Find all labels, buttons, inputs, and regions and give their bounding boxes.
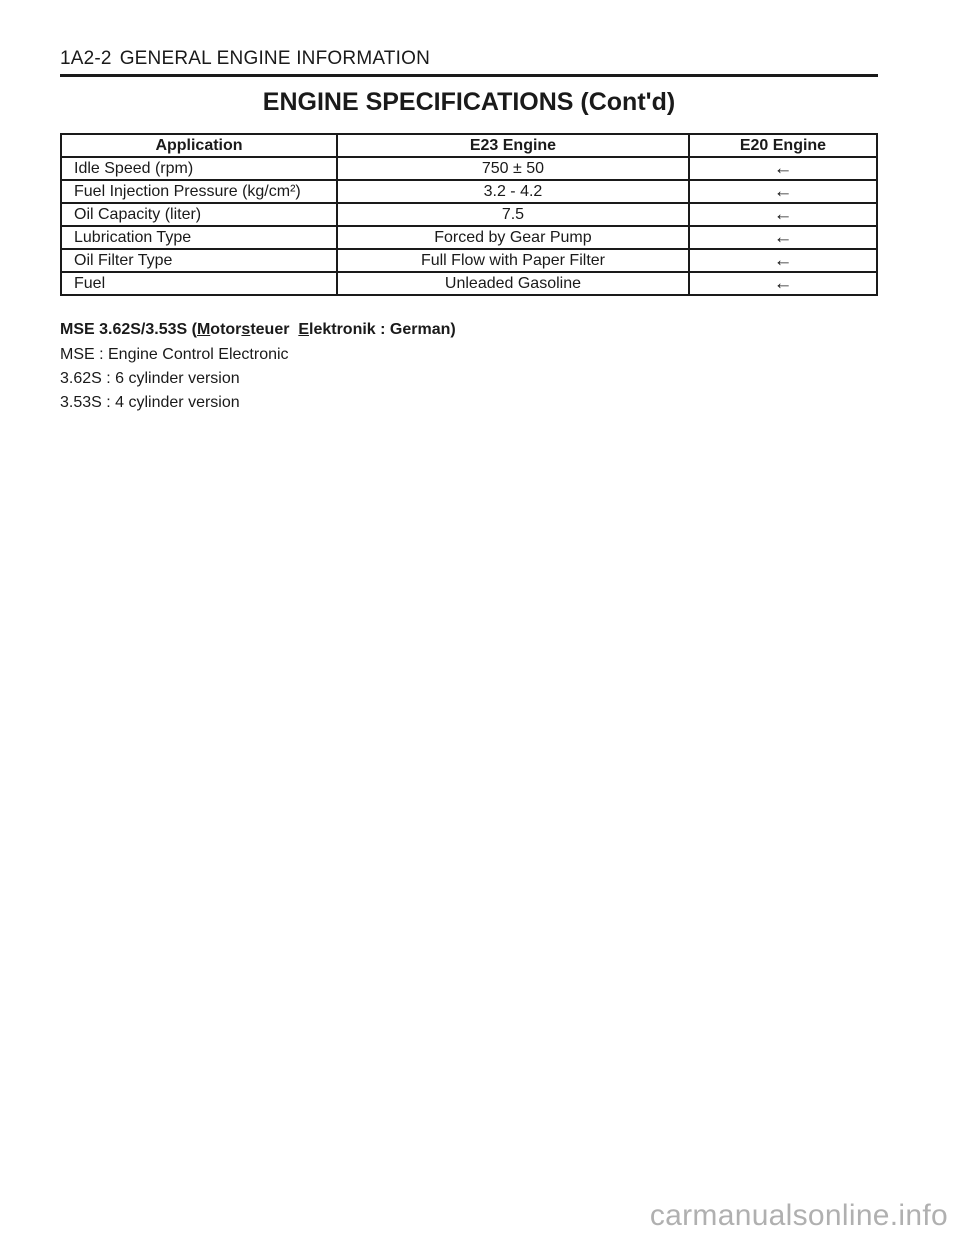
- table-header-row: [61, 134, 877, 157]
- mse-heading-underlined-s: s: [241, 321, 251, 338]
- mse-heading-part: teuer: [250, 321, 299, 338]
- cell-e20-same-arrow: ←: [689, 157, 877, 180]
- note-line: 3.62S : 6 cylinder version: [60, 370, 240, 387]
- table-row: [61, 203, 877, 226]
- mse-heading-part: lektronik : German): [309, 321, 456, 338]
- engine-spec-table: [60, 133, 878, 296]
- mse-heading-part: otor: [210, 321, 242, 338]
- table-row: [61, 249, 877, 272]
- mse-heading-underlined-m: M: [196, 321, 211, 338]
- note-line: 3.53S : 4 cylinder version: [60, 394, 240, 411]
- watermark: carmanualsonline.info: [649, 1199, 948, 1232]
- mse-heading: [60, 318, 878, 342]
- column-header-e20: E20 Engine: [689, 134, 877, 157]
- page-title: ENGINE SPECIFICATIONS (Cont'd): [262, 88, 676, 116]
- cell-application: Fuel: [61, 272, 337, 295]
- section-title: GENERAL ENGINE INFORMATION: [119, 48, 430, 69]
- mse-heading-underlined-e: E: [298, 321, 309, 338]
- cell-application: Fuel Injection Pressure (kg/cm²): [61, 180, 337, 203]
- section-code: 1A2-2: [60, 48, 112, 69]
- cell-e23: Unleaded Gasoline: [337, 272, 689, 295]
- note-line: MSE : Engine Control Electronic: [60, 346, 289, 363]
- column-header-e23: E23 Engine: [337, 134, 689, 157]
- cell-application: Oil Capacity (liter): [61, 203, 337, 226]
- table-row: [61, 157, 877, 180]
- cell-application: Oil Filter Type: [61, 249, 337, 272]
- cell-application: Lubrication Type: [61, 226, 337, 249]
- cell-e23: Forced by Gear Pump: [337, 226, 689, 249]
- cell-e20-same-arrow: ←: [689, 272, 877, 295]
- cell-e23: 7.5: [337, 203, 689, 226]
- table-row: [61, 226, 877, 249]
- page-header: [60, 46, 878, 77]
- mse-notes: [60, 318, 878, 415]
- cell-e23: 3.2 - 4.2: [337, 180, 689, 203]
- cell-e20-same-arrow: ←: [689, 180, 877, 203]
- column-header-application: Application: [61, 134, 337, 157]
- table-row: [61, 180, 877, 203]
- cell-e20-same-arrow: ←: [689, 203, 877, 226]
- mse-heading-part: MSE 3.62S/3.53S (: [60, 321, 197, 338]
- cell-e23: 750 ± 50: [337, 157, 689, 180]
- cell-e20-same-arrow: ←: [689, 226, 877, 249]
- cell-e23: Full Flow with Paper Filter: [337, 249, 689, 272]
- table-row: [61, 272, 877, 295]
- cell-e20-same-arrow: ←: [689, 249, 877, 272]
- cell-application: Idle Speed (rpm): [61, 157, 337, 180]
